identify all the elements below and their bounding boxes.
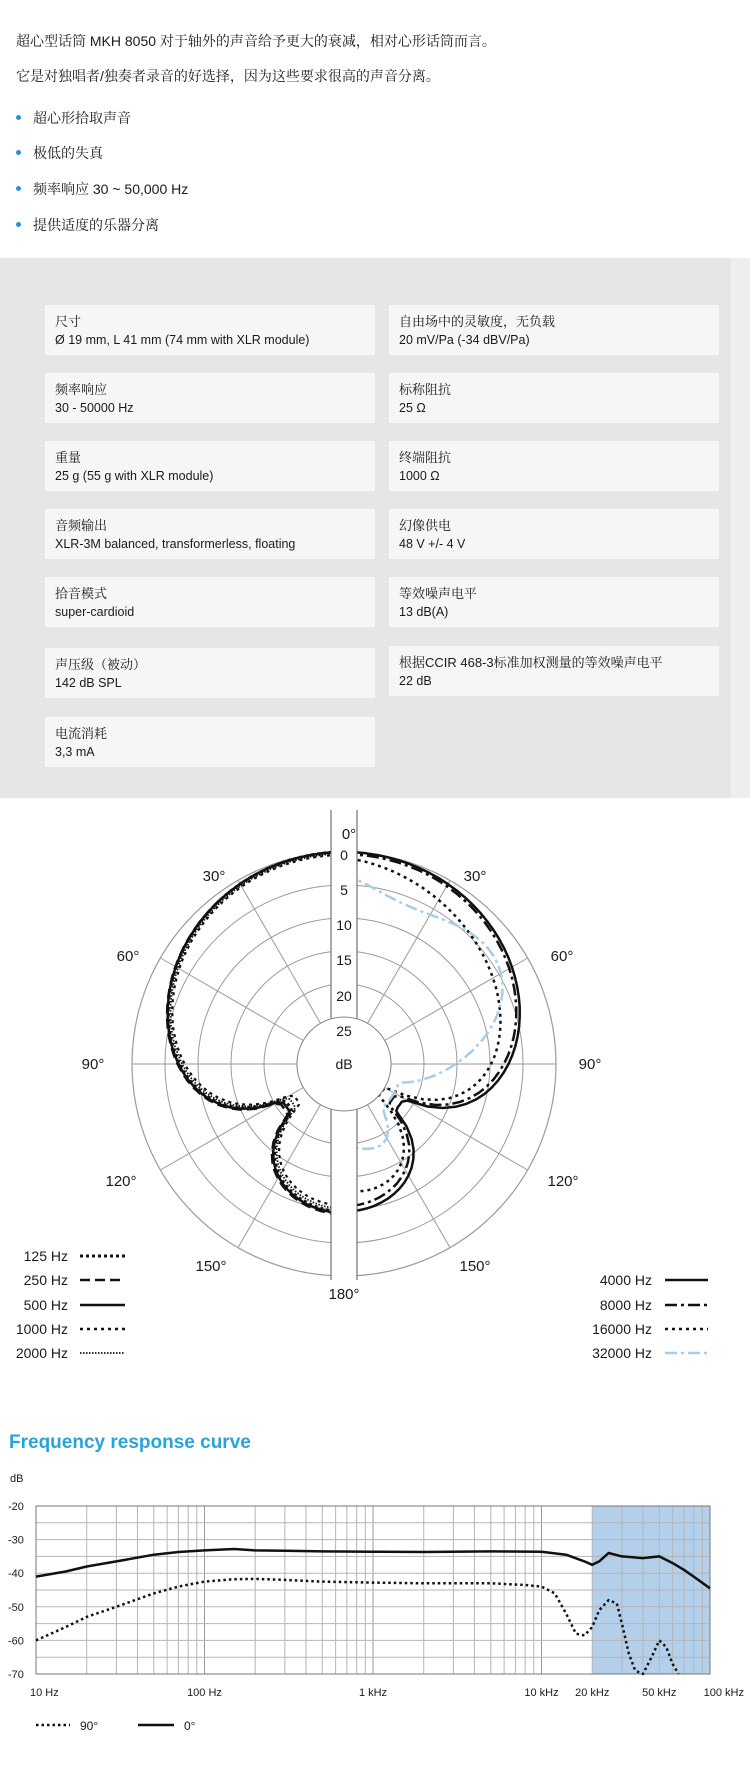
spec-value: super-cardioid (55, 605, 135, 619)
x-tick-label: 100 kHz (703, 1687, 744, 1699)
spec-card-spl (45, 648, 375, 698)
spec-card-weight (45, 441, 375, 491)
spec-value: 1000 Ω (399, 469, 440, 483)
spec-card-load-impedance (389, 441, 719, 491)
legend-left (16, 1248, 125, 1361)
angle-label: 60° (116, 948, 140, 965)
y-tick-label: -40 (8, 1568, 24, 1581)
spec-card-audio-output (45, 509, 375, 559)
spec-label: 拾音模式 (55, 586, 108, 601)
spec-value: 25 Ω (399, 401, 426, 415)
legend-label: 4000 Hz (599, 1272, 652, 1288)
feature-text: 频率响应 30 ~ 50,000 Hz (33, 181, 189, 197)
angle-label: 90° (81, 1056, 105, 1073)
y-tick-label: -60 (8, 1635, 24, 1648)
ring-label: 25 (336, 1023, 352, 1039)
spec-card-nominal-impedance (389, 373, 719, 423)
x-tick-label: 20 kHz (575, 1687, 610, 1699)
spec-label: 幻像供电 (399, 518, 452, 533)
angle-label: 120° (547, 1173, 579, 1190)
panel-edge (729, 258, 750, 798)
feature-text: 极低的失真 (33, 145, 103, 161)
center-label: dB (335, 1056, 353, 1072)
spec-card-weighted-noise (389, 646, 719, 696)
spec-label: 频率响应 (55, 382, 108, 397)
spec-value: 30 - 50000 Hz (55, 401, 134, 415)
feature-text: 提供适度的乐器分离 (33, 217, 159, 233)
ring-label: 10 (336, 917, 352, 933)
frequency-response-title: Frequency response curve (9, 1432, 251, 1453)
spec-value: 20 mV/Pa (-34 dBV/Pa) (399, 333, 530, 347)
y-axis-label: dB (10, 1473, 24, 1485)
spec-value: 3,3 mA (55, 745, 95, 759)
angle-label: 30° (463, 868, 487, 885)
spec-value: 48 V +/- 4 V (399, 537, 466, 551)
spec-value: 22 dB (399, 674, 432, 688)
feature-bullet (16, 215, 159, 235)
x-tick-label: 100 Hz (187, 1687, 222, 1699)
bullet-dot-icon (16, 150, 21, 155)
bullet-dot-icon (16, 186, 21, 191)
angle-label: 60° (550, 948, 574, 965)
legend-label: 2000 Hz (15, 1345, 68, 1361)
y-tick-label: -30 (8, 1534, 24, 1547)
spec-value: 13 dB(A) (399, 605, 449, 619)
legend-label: 0° (184, 1719, 196, 1733)
bullet-dot-icon (16, 222, 21, 227)
polar-curve (344, 874, 503, 1149)
spec-label: 尺寸 (55, 314, 82, 329)
x-tick-label: 10 Hz (30, 1687, 59, 1699)
angle-label: 30° (202, 868, 226, 885)
legend-label: 16000 Hz (592, 1321, 652, 1337)
legend-right (592, 1272, 708, 1361)
angle-label: 180° (328, 1286, 360, 1303)
legend-label: 1000 Hz (15, 1321, 68, 1337)
x-tick-label: 1 kHz (358, 1687, 388, 1699)
polar-pattern-diagram (0, 810, 750, 1370)
ring-label: 0 (340, 847, 348, 863)
angle-label: 120° (105, 1173, 137, 1190)
spec-card-pickup-pattern (45, 577, 375, 627)
ring-label: 5 (340, 882, 348, 898)
intro-line-2: 它是对独唱者/独奏者录音的好选择，因为这些要求很高的声音分离。 (16, 68, 440, 84)
bullet-dot-icon (16, 115, 21, 120)
ring-label: 20 (336, 988, 352, 1004)
feature-bullet (16, 143, 103, 163)
spec-value: Ø 19 mm, L 41 mm (74 mm with XLR module) (55, 333, 310, 347)
spec-label: 根据CCIR 468-3标准加权测量的等效噪声电平 (399, 655, 663, 670)
spec-value: 142 dB SPL (55, 676, 122, 690)
spec-label: 标称阻抗 (399, 382, 452, 397)
angle-label: 150° (195, 1258, 227, 1275)
specifications-panel (0, 258, 750, 798)
legend-label: 8000 Hz (599, 1297, 652, 1313)
feature-text: 超心形拾取声音 (33, 110, 131, 126)
series-line-90° (36, 1579, 679, 1674)
spec-value: 25 g (55 g with XLR module) (55, 469, 214, 483)
spec-card-phantom-power (389, 509, 719, 559)
legend-label: 500 Hz (23, 1297, 68, 1313)
spec-label: 重量 (55, 450, 82, 465)
feature-bullet (16, 108, 131, 128)
spec-label: 自由场中的灵敏度，无负载 (399, 314, 556, 329)
legend-label: 125 Hz (23, 1248, 68, 1264)
angle-label: 90° (578, 1056, 602, 1073)
spec-label: 等效噪声电平 (399, 586, 478, 601)
y-tick-label: -50 (8, 1601, 24, 1614)
y-tick-label: -20 (8, 1501, 24, 1513)
x-tick-label: 10 kHz (524, 1687, 559, 1699)
intro-line-1: 超心型话筒 MKH 8050 对于轴外的声音给予更大的衰减，相对心形话筒而言。 (16, 33, 496, 49)
chart-legend (36, 1719, 196, 1733)
legend-label: 90° (80, 1719, 99, 1733)
feature-bullet (16, 179, 188, 199)
frequency-response-chart (0, 1420, 750, 1770)
spec-card-sensitivity (389, 305, 719, 355)
x-tick-label: 50 kHz (642, 1687, 677, 1699)
legend-label: 32000 Hz (592, 1345, 652, 1361)
spec-card-noise-level (389, 577, 719, 627)
spec-card-dimensions (45, 305, 375, 355)
legend-label: 250 Hz (23, 1272, 68, 1288)
spec-label: 电流消耗 (55, 726, 108, 741)
angle-label: 150° (459, 1258, 491, 1275)
spec-label: 声压级（被动） (55, 657, 147, 672)
spec-card-frequency-response (45, 373, 375, 423)
spec-label: 终端阻抗 (399, 450, 452, 465)
spec-label: 音频输出 (55, 518, 108, 533)
spec-card-current (45, 717, 375, 767)
ring-label: 15 (336, 952, 352, 968)
spec-value: XLR-3M balanced, transformerless, floating (55, 537, 296, 551)
angle-label: 0° (341, 826, 357, 843)
y-tick-label: -70 (8, 1669, 24, 1681)
